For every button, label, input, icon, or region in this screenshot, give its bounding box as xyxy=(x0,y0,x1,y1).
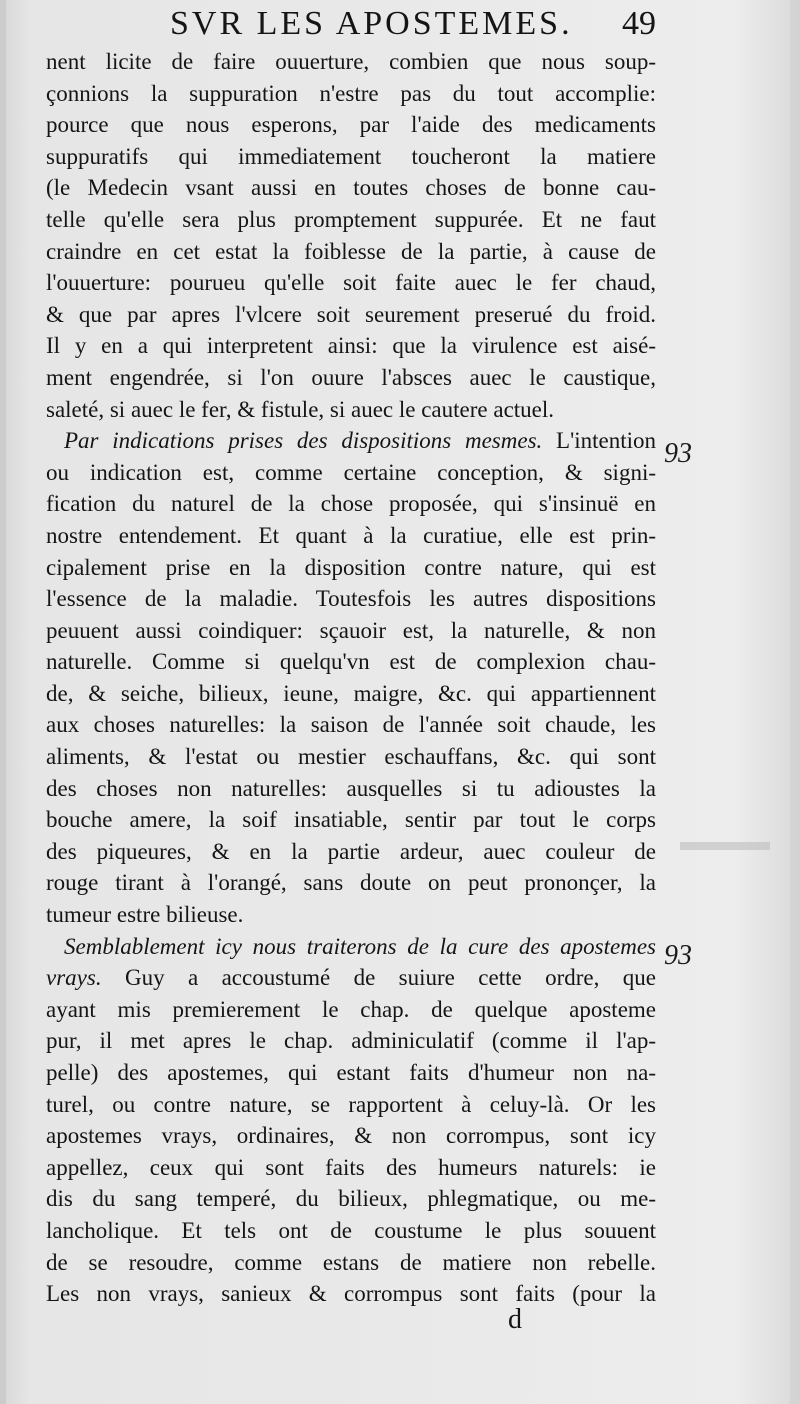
text-line: pource que nous esperons, par l'aide des medicaments xyxy=(46,112,656,138)
page-gutter-shadow xyxy=(0,0,6,1404)
paragraph-lead-word: vrays. xyxy=(46,965,102,991)
text-line: peuuent aussi coindiquer: sçauoir est, la naturelle, & non xyxy=(46,617,656,643)
page-smudge xyxy=(680,842,770,850)
running-title: SVR LES APOSTEMES. xyxy=(170,5,573,42)
text-line: bouche amere, la soif insatiable, sentir par tout le corps xyxy=(46,807,656,833)
text-line: lancholique. Et tels ont de coustume le plus souuent xyxy=(46,1217,656,1243)
text-line xyxy=(46,425,656,457)
paragraph-1 xyxy=(46,46,656,425)
text-line: Il y en a qui interpretent ainsi: que la virulence est aisé- xyxy=(46,333,656,359)
text-line: ou indication est, comme certaine conception, & signi- xyxy=(46,459,656,485)
paragraph-lead-rest: L'intention xyxy=(542,428,656,454)
text-line: nent licite de faire ouuerture, combien que nous soup- xyxy=(46,49,656,74)
text-line: cipalement prise en la disposition contre nature, qui est xyxy=(46,554,656,580)
paragraph-lead-italic: Par indications prises des dispositions mesmes. xyxy=(64,428,543,454)
signature-mark: d xyxy=(508,1304,522,1335)
text-line: craindre en cet estat la foiblesse de la partie, à cause de xyxy=(46,238,656,264)
margin-note: 93 xyxy=(664,438,692,469)
paragraph-2 xyxy=(46,425,656,931)
text-line xyxy=(46,962,656,994)
text-line: (le Medecin vsant aussi en toutes choses de bonne cau- xyxy=(46,175,656,201)
text-line: ayant mis premierement le chap. de quelque aposteme xyxy=(46,996,656,1022)
text-line: des piqueures, & en la partie ardeur, auec couleur de xyxy=(46,838,656,864)
text-line: tumeur estre bilieuse. xyxy=(46,902,244,928)
text-line: pur, il met apres le chap. adminiculatif (comme il l'ap- xyxy=(46,1028,656,1054)
text-line: aliments, & l'estat ou mestier eschauffans, &c. qui sont xyxy=(46,744,656,770)
text-line: apostemes vrays, ordinaires, & non corrompus, sont icy xyxy=(46,1123,656,1149)
paragraph-3 xyxy=(46,931,656,1310)
text-line: saleté, si auec le fer, & fistule, si auec le cautere actuel. xyxy=(46,396,555,422)
text-line: des choses non naturelles: ausquelles si tu adioustes la xyxy=(46,775,656,801)
text-line: de se resoudre, comme estans de matiere non rebelle. xyxy=(46,1249,656,1275)
paragraph-lead-rest: Guy a accoustumé de suiure cette ordre, que xyxy=(101,965,656,991)
text-line: l'ouuerture: pourueu qu'elle soit faite auec le fer chaud, xyxy=(46,270,656,296)
page-number: 49 xyxy=(622,5,656,42)
text-line: de, & seiche, bilieux, ieune, maigre, &c. qui appartiennent xyxy=(46,680,656,706)
text-line: naturelle. Comme si quelqu'vn est de complexion chau- xyxy=(46,649,656,675)
text-line: suppuratifs qui immediatement toucheront la matiere xyxy=(46,143,656,169)
text-line: aux choses naturelles: la saison de l'année soit chaude, les xyxy=(46,712,656,738)
text-line: l'essence de la maladie. Toutesfois les autres dispositions xyxy=(46,586,656,612)
text-line: ment engendrée, si l'on ouure l'absces auec le caustique, xyxy=(46,364,656,390)
text-line: dis du sang temperé, du bilieux, phlegmatique, ou me- xyxy=(46,1186,656,1212)
paragraph-lead-italic: Semblablement icy nous traiterons de la cure des apostemes xyxy=(64,933,656,959)
text-line: telle qu'elle sera plus promptement suppurée. Et ne faut xyxy=(46,206,656,232)
text-line: appellez, ceux qui sont faits des humeurs naturels: ie xyxy=(46,1154,656,1180)
margin-note: 93 xyxy=(664,940,692,971)
text-body xyxy=(46,46,656,1310)
text-line: nostre entendement. Et quant à la curatiue, elle est prin- xyxy=(46,522,656,548)
text-line: & que par apres l'vlcere soit seurement preserué du froid. xyxy=(46,301,656,327)
text-line: fication du naturel de la chose proposée, qui s'insinuë en xyxy=(46,491,656,517)
text-line: pelle) des apostemes, qui estant faits d'humeur non na- xyxy=(46,1060,656,1085)
text-line: Les non vrays, sanieux & corrompus sont faits (pour la xyxy=(46,1281,656,1307)
page-edge-shadow xyxy=(790,0,800,1404)
text-line: rouge tirant à l'orangé, sans doute on peut prononçer, la xyxy=(46,870,656,896)
text-line: turel, ou contre nature, se rapportent à celuy-là. Or les xyxy=(46,1091,656,1117)
text-line: çonnions la suppuration n'estre pas du tout accomplie: xyxy=(46,80,656,106)
